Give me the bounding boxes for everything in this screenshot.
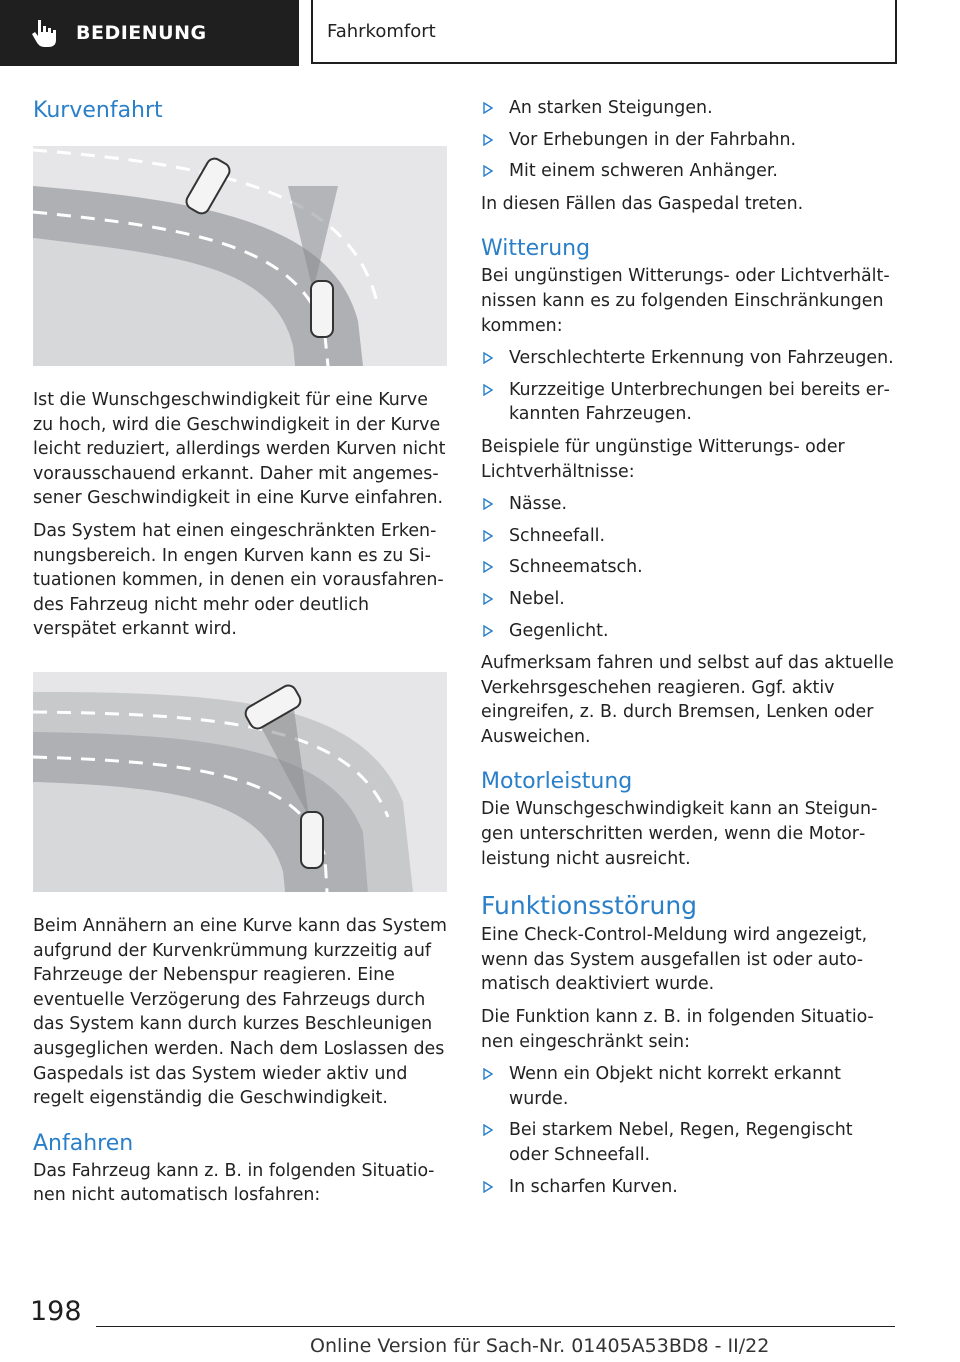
heading-kurvenfahrt: Kurvenfahrt [33, 98, 163, 123]
page-number: 198 [30, 1296, 82, 1327]
triangle-bullet-icon [483, 102, 493, 114]
list-item: An starken Steigungen. [481, 96, 895, 121]
list-item: Vor Erhebungen in der Fahrbahn. [481, 128, 895, 153]
paragraph-gaspedal: In diesen Fällen das Gaspedal treten. [481, 193, 804, 214]
list-item: Bei starkem Nebel, Regen, Regengischt oder Schneefall. [481, 1118, 895, 1167]
paragraph-aufmerksam: Aufmerksam fahren und selbst auf das aktuelle Verkehrsgeschehen reagieren. Ggf. aktiv eingreifen, z. B. durch Bremsen, Lenken oder Ausweichen. [481, 653, 894, 747]
triangle-bullet-icon [483, 134, 493, 146]
list-item: Nebel. [481, 587, 895, 612]
list-item: Schneematsch. [481, 555, 895, 580]
page-header [0, 0, 960, 66]
paragraph-anfahren: Das Fahrzeug kann z. B. in folgenden Situationen nicht automatisch losfahren: [33, 1160, 435, 1206]
list-item: Schneefall. [481, 524, 895, 549]
triangle-bullet-icon [483, 352, 493, 364]
paragraph-curve-speed: Ist die Wunschgeschwindigkeit für eine Kurve zu hoch, wird die Geschwindigkeit in der Kurve leicht reduziert, allerdings werden Kurven nicht vorausschauend erkannt. Daher mit angemessener Geschwindigkeit in eine Kurve einfahren. [33, 390, 446, 509]
illustration-curve-1 [33, 146, 447, 366]
paragraph-witterung: Bei ungünstigen Witterungs- oder Lichtverhältnissen kann es zu folgenden Einschränkungen kommen: [481, 266, 890, 336]
list-witterung [481, 346, 895, 427]
paragraph-beispiele: Beispiele für ungünstige Witterungs- oder Lichtverhältnisse: [481, 436, 845, 482]
section-tab [0, 0, 299, 66]
paragraph-funktion-eingeschraenkt: Die Funktion kann z. B. in folgenden Situationen eingeschränkt sein: [481, 1007, 874, 1052]
hand-icon [28, 16, 62, 50]
heading-funktionsstoerung: Funktionsstörung [481, 891, 698, 921]
heading-motorleistung: Motorleistung [481, 769, 633, 795]
footer-online-version: Online Version für Sach-Nr. 01405A53BD8 - II/22 [310, 1335, 770, 1357]
list-item: Kurzzeitige Unterbrechungen bei bereits erkannten Fahrzeugen. [481, 378, 895, 427]
triangle-bullet-icon [483, 1124, 493, 1136]
illustration-curve-2 [33, 672, 447, 892]
paragraph-check-control: Eine Check-Control-Meldung wird angezeigt, wenn das System ausgefallen ist oder automatisch deaktiviert wurde. [481, 925, 868, 995]
list-item: In scharfen Kurven. [481, 1175, 895, 1200]
paragraph-detection-range: Das System hat einen eingeschränkten Erkennungsbereich. In engen Kurven kann es zu Situationen kommen, in denen ein vorausfahrendes Fahrzeug nicht mehr oder deutlich verspätet erkannt wird. [33, 520, 444, 640]
footer-divider [96, 1326, 895, 1327]
triangle-bullet-icon [483, 561, 493, 573]
curve-illustration-1 [33, 146, 447, 366]
triangle-bullet-icon [483, 530, 493, 542]
list-item: Mit einem schweren Anhänger. [481, 159, 895, 184]
curve-illustration-2 [33, 672, 447, 892]
heading-anfahren: Anfahren [33, 1130, 134, 1156]
left-column [33, 96, 447, 1216]
paragraph-motorleistung: Die Wunschgeschwindigkeit kann an Steigungen unterschritten werden, wenn die Motorleistung nicht ausreicht. [481, 799, 878, 869]
triangle-bullet-icon [483, 384, 493, 396]
list-item: Gegenlicht. [481, 619, 895, 644]
list-item: Verschlechterte Erkennung von Fahrzeugen. [481, 346, 895, 371]
chapter-label: Fahrkomfort [327, 20, 436, 42]
chapter-box [311, 0, 897, 64]
paragraph-adjacent-lane: Beim Annähern an eine Kurve kann das System aufgrund der Kurvenkrümmung kurzzeitig auf Fahrzeuge der Nebenspur reagieren. Eine eventuelle Verzögerung des Fahrzeugs durch das System kann durch kurzes Beschleunigen ausgeglichen werden. Nach dem Loslassen des Gaspedals ist das System wieder aktiv und regelt eigenständig die Geschwindigkeit. [33, 915, 447, 1109]
triangle-bullet-icon [483, 1068, 493, 1080]
triangle-bullet-icon [483, 1181, 493, 1193]
list-item: Nässe. [481, 492, 895, 517]
section-label: BEDIENUNG [76, 22, 207, 44]
list-beispiele [481, 492, 895, 643]
right-column [481, 96, 895, 1207]
heading-witterung: Witterung [481, 236, 591, 262]
list-funktion [481, 1062, 895, 1199]
triangle-bullet-icon [483, 593, 493, 605]
triangle-bullet-icon [483, 165, 493, 177]
triangle-bullet-icon [483, 498, 493, 510]
list-anfahren [481, 96, 895, 184]
triangle-bullet-icon [483, 625, 493, 637]
list-item: Wenn ein Objekt nicht korrekt erkannt wurde. [481, 1062, 895, 1111]
